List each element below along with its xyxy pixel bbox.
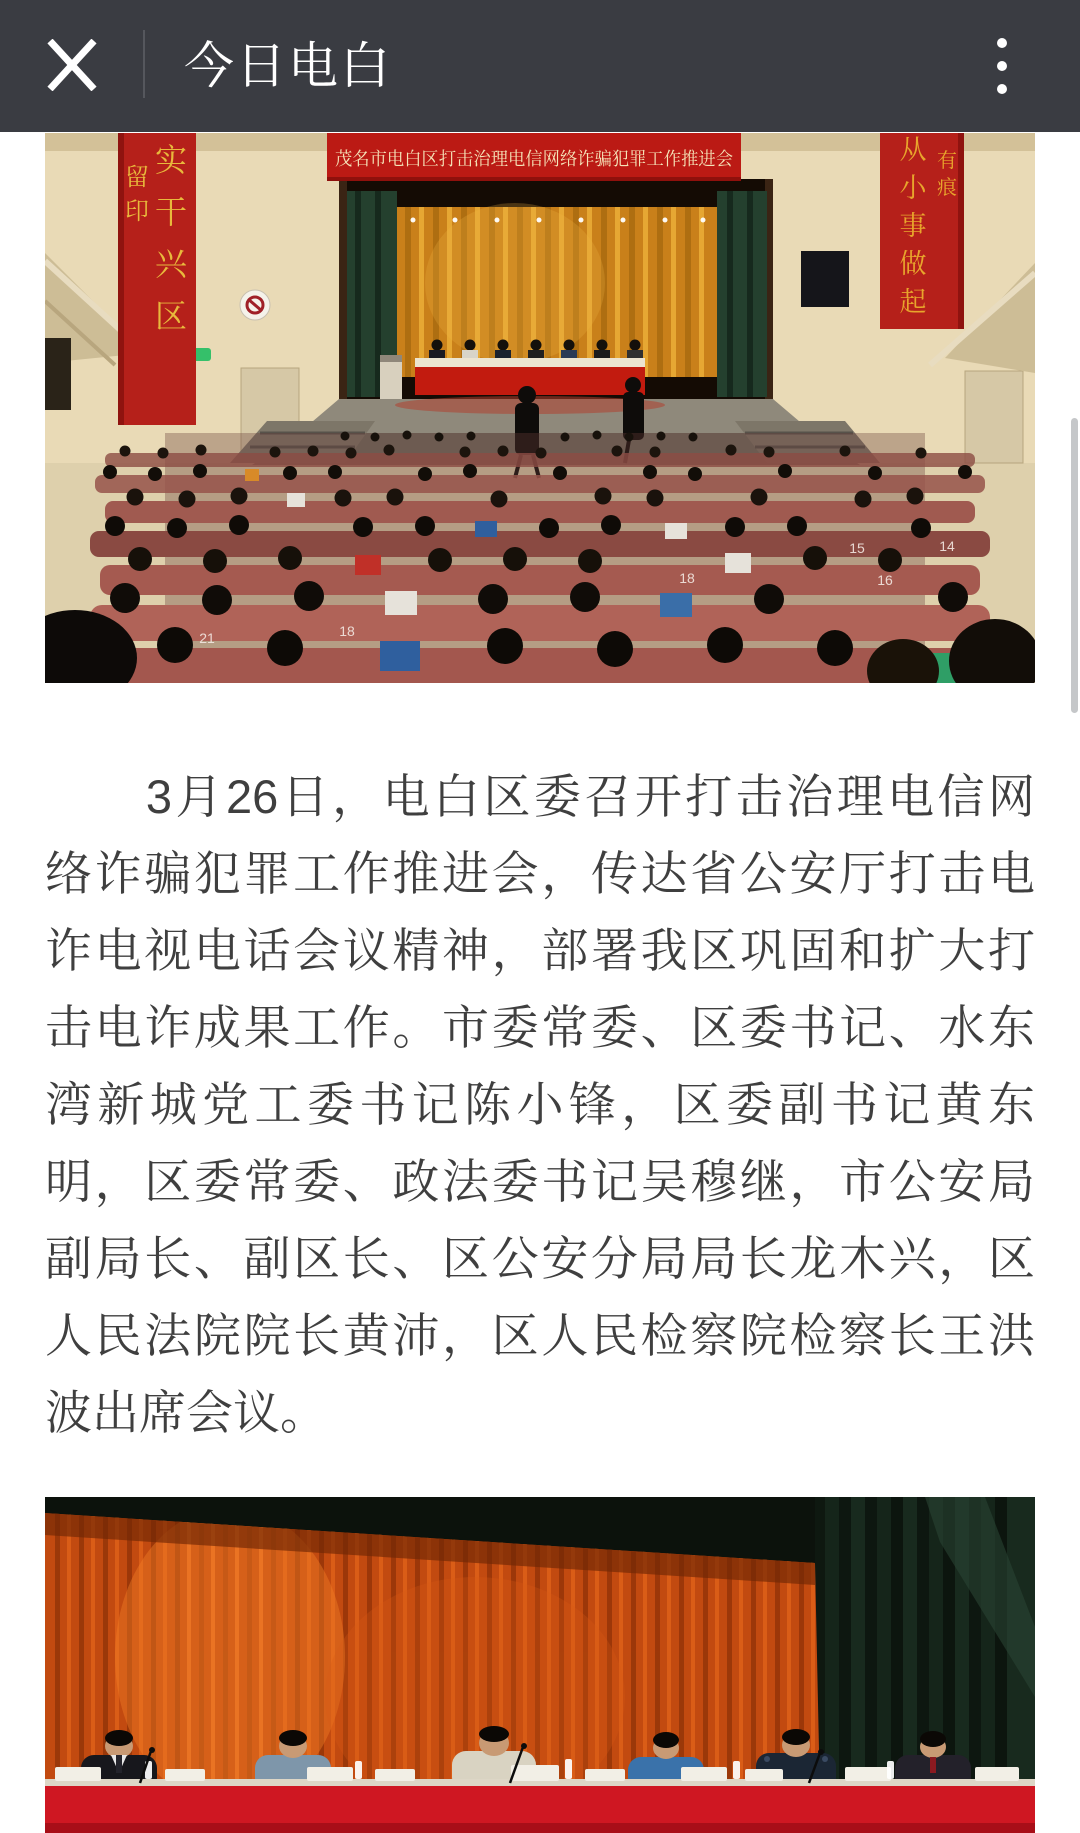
menu-dot xyxy=(997,38,1007,48)
svg-text:15: 15 xyxy=(849,540,865,556)
left-wall-banner xyxy=(118,133,196,425)
paragraph-line: 副局长、副区长、区公安分局局长龙木兴，区 xyxy=(45,1232,1035,1285)
paragraph-line: 3月26日，电白区委召开打击治理电信网 xyxy=(45,770,1035,823)
article-image-auditorium[interactable] xyxy=(45,133,1035,683)
audience xyxy=(45,431,1035,684)
title-bar xyxy=(0,0,1080,132)
more-menu-icon[interactable] xyxy=(962,0,1042,132)
left-banner-side-text: 留印 xyxy=(125,164,149,225)
paragraph-line: 明，区委常委、政法委书记吴穆继，市公安局 xyxy=(45,1155,1035,1208)
menu-dot xyxy=(997,61,1007,71)
svg-text:21: 21 xyxy=(199,630,215,646)
svg-text:18: 18 xyxy=(679,570,695,586)
page-title: 今日电白 xyxy=(184,38,392,94)
close-icon[interactable] xyxy=(46,39,98,91)
svg-text:16: 16 xyxy=(877,572,893,588)
paragraph-line: 人民法院院长黄沛，区人民检察院检察长王洪 xyxy=(45,1309,1035,1362)
right-banner-main-text: 从小事做起 xyxy=(899,135,927,317)
left-banner-main-text: 实干兴区 xyxy=(154,142,188,334)
titlebar-divider xyxy=(143,30,145,98)
paragraph-line: 湾新城党工委书记陈小锋，区委副书记黄东 xyxy=(45,1078,1035,1131)
article-paragraph xyxy=(45,758,1035,1451)
svg-text:14: 14 xyxy=(939,538,955,554)
right-banner-side-text: 有痕 xyxy=(937,150,957,199)
right-wall-banner xyxy=(880,133,964,329)
paragraph-line: 诈电视电话会议精神，部署我区巩固和扩大打 xyxy=(45,924,1035,977)
paragraph-line: 击电诈成果工作。市委常委、区委书记、水东 xyxy=(45,1001,1035,1054)
paragraph-line: 络诈骗犯罪工作推进会，传达省公安厅打击电 xyxy=(45,847,1035,900)
stage xyxy=(339,179,773,407)
stage-banner xyxy=(327,133,741,181)
stage-banner-text: 茂名市电白区打击治理电信网络诈骗犯罪工作推进会 xyxy=(335,149,733,169)
svg-text:18: 18 xyxy=(339,623,355,639)
scrollbar-thumb[interactable] xyxy=(1071,418,1078,713)
article-image-head-table[interactable] xyxy=(45,1497,1035,1833)
paragraph-line: 波出席会议。 xyxy=(45,1386,327,1439)
menu-dot xyxy=(997,84,1007,94)
